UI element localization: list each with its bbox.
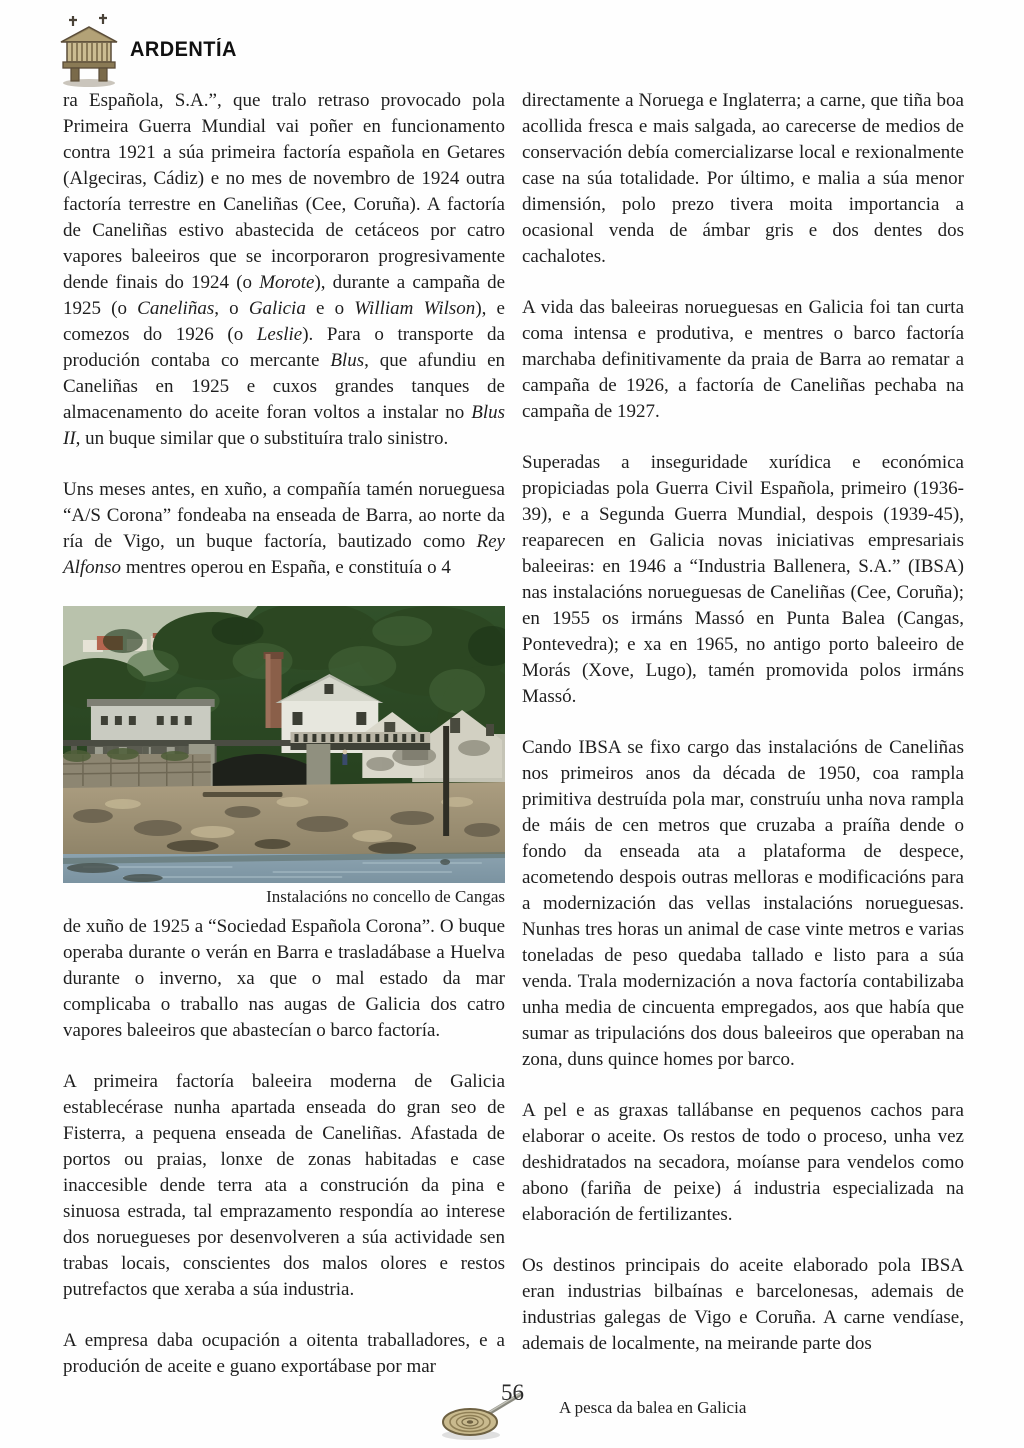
logo-title: ARDENTÍA bbox=[130, 38, 237, 61]
paragraph: Os destinos principais do aceite elaborado pola IBSA eran industrias bilbaínas e barcelonesas, ademais de industrias galegas de Vigo e Coruña. A carne vendíase, ademais de localmente, na meirande parte dos bbox=[522, 1255, 964, 1354]
paragraph: A empresa daba ocupación a oitenta traballadores, e a produción de aceite e guano exportábase por mar bbox=[63, 1330, 505, 1377]
paragraph: A primeira factoría baleeira moderna de Galicia establecérase nunha apartada enseada do gran seo de Fisterra, a pequena enseada de Caneliñas. Afastada de portos ou praias, lonxe de zonas habitadas e case inaccesible dende terra ata a construción da pina e sinuosa estrada, tal emprazamento respondía ao interese dos noruegueses por desenvolveren a súa actividade sen trabas locais, conscientes dos malos olores e restos putrefactos que xeraba a súa industria. bbox=[63, 1071, 505, 1300]
publication-title: A pesca da balea en Galicia bbox=[559, 1398, 747, 1417]
page-number: 56 bbox=[501, 1380, 524, 1405]
paragraph: directamente a Noruega e Inglaterra; a carne, que tiña boa acollida fresca e mais salgada, ao carecerse de medios de conservación debía comercializarse local e rexionalmente case na súa totalidade. Por último, e malia a súa menor dimensión, polo prezo tivera moita importancia a ocasional venda de ámbar gris e dos dentes dos cachalotes. bbox=[522, 90, 964, 267]
paragraph: Uns meses antes, en xuño, a compañía tamén norueguesa “A/S Corona” fondeaba na enseada de Barra, ao norte da ría de Vigo, un buque factoría, bautizado como Rey Alfonso mentres operou en España, e constituía o 4 bbox=[63, 479, 505, 578]
whaling-factory-ruins-photo bbox=[63, 606, 505, 883]
text-columns bbox=[63, 88, 964, 1380]
paragraph: A pel e as graxas tallábanse en pequenos cachos para elaborar o aceite. Os restos de todo o proceso, unha vez deshidratados na secadora, moíanse para vendelos como abono (fariña de peixe) á industria especializada na elaboración de fertilizantes. bbox=[522, 1100, 964, 1225]
paragraph: Cando IBSA se fixo cargo das instalacións de Caneliñas nos primeiros anos da década de 1950, coa rampla primitiva destruída pola mar, construíu unha nova rampla de máis de cen metros que cruzaba a praíña dende o fondo da enseada ata a plataforma de despece, acometendo despois outras melloras e modificacións para a modernización das vellas instalacións norueguesas. Nunhas tres horas un animal de case vinte metros e varias toneladas de peso quedaba tallado e listo para a súa venda. Trala modernización a nova factoría contabilizaba unha media de cincuenta empregados, aos que había que sumar as tripulacións dos dous baleeiros que operaban na zona, duns quince homes por barco. bbox=[522, 737, 964, 1070]
paragraph: Superadas a inseguridade xurídica e económica propiciadas pola Guerra Civil Española, primeiro (1936-39), e a Segunda Guerra Mundial, despois (1939-45), reaparecen en Galicia novas iniciativas empresariais baleeiras: en 1946 a “Industria Ballenera, S.A.” (IBSA) nas instalacións norueguesas de Caneliñas (Cee, Coruña); en 1955 os irmáns Massó en Punta Balea (Cangas, Pontevedra); e xa en 1965, no antigo porto baleeiro de Morás (Xove, Lugo), tamén promovida polos irmáns Massó. bbox=[522, 452, 964, 707]
right-column bbox=[522, 88, 964, 1380]
page-footer bbox=[0, 1378, 1024, 1444]
photo-figure bbox=[63, 606, 505, 908]
horreo-granary-icon bbox=[56, 14, 122, 88]
paragraph: de xuño de 1925 a “Sociedad Española Corona”. O buque operaba durante o verán en Barra e trasladábase a Huelva durante o inverno, xa que o mal estado da mar complicaba o traballo nas augas de Galicia dos catro vapores baleeiros que abastecían o barco factoría. bbox=[63, 916, 505, 1041]
photo-caption: Instalacións no concello de Cangas bbox=[266, 887, 505, 906]
page-header bbox=[56, 14, 243, 88]
paragraph: A vida das baleeiras norueguesas en Galicia foi tan curta coma intensa e produtiva, e mentres o barco factoría marchaba definitivamente da praia de Barra ao rematar a campaña de 1926, a factoría de Caneliñas pechaba na campaña de 1927. bbox=[522, 297, 964, 422]
paragraph: ra Española, S.A.”, que tralo retraso provocado pola Primeira Guerra Mundial vai poñer en funcionamento contra 1921 a súa primeira factoría española en Getares (Algeciras, Cádiz) e no mes de novembro de 1924 outra factoría terrestre en Caneliñas (Cee, Coruña). A factoría de Caneliñas estivo abastecida de cetáceos por catro vapores baleeiros que se incorporaron progresivamente dende finais do 1924 (o Morote), durante a campaña de 1925 (o Caneliñas, o Galicia e o William Wilson), e comezos do 1926 (o Leslie). Para o transporte da produción contaba co mercante Blus, que afundiu en Caneliñas en 1925 e cuxos grandes tanques de almacenamento do aceite foran voltos a instalar no Blus II, un buque similar que o substituíra tralo sinistro. bbox=[63, 90, 506, 449]
left-column bbox=[63, 88, 505, 1380]
